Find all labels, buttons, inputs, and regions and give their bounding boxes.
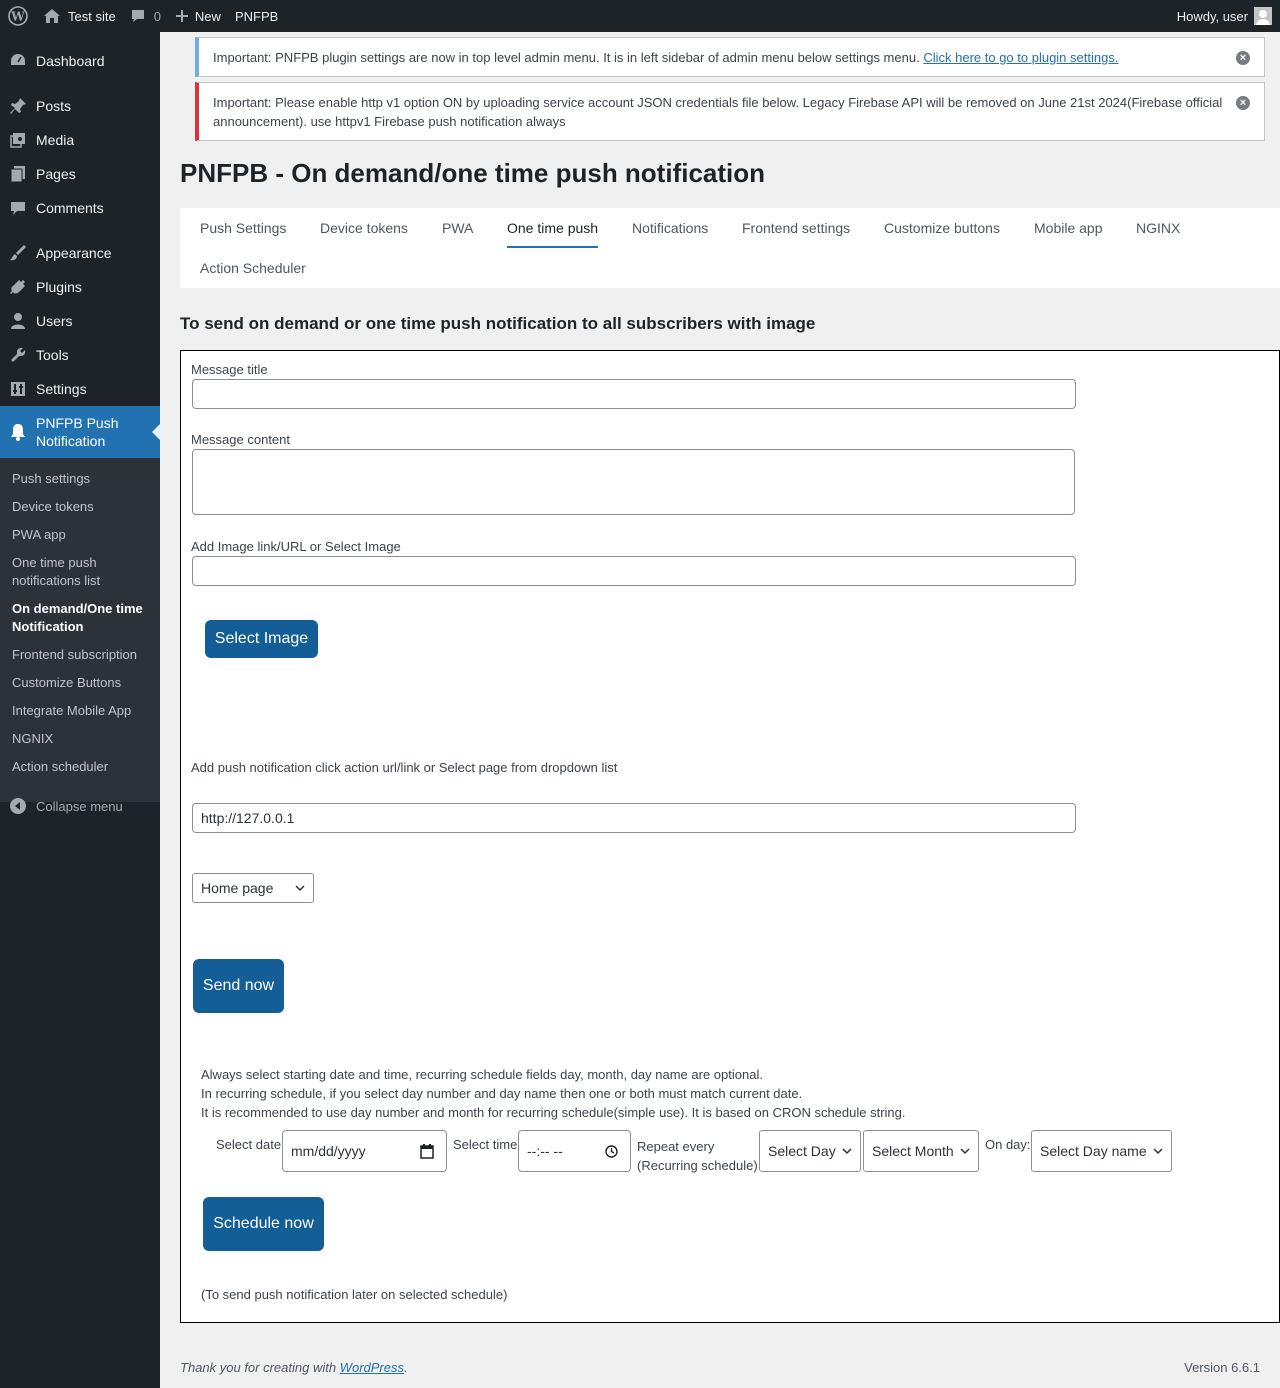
repeat-label-line: (Recurring schedule) [637, 1158, 758, 1173]
sidebar-item-media[interactable] [0, 123, 160, 157]
sidebar-item-label: PNFPB Push Notification [36, 415, 119, 449]
page-select-value: Home page [201, 880, 274, 896]
admin-bar [0, 0, 1280, 32]
users-icon [0, 312, 36, 330]
select-image-button[interactable]: Select Image [205, 620, 318, 658]
select-day-value: Select Day [768, 1143, 836, 1159]
sidebar-item-label: Dashboard [36, 53, 105, 69]
svg-text:W: W [11, 9, 25, 24]
select-month-value: Select Month [872, 1143, 954, 1159]
sidebar-item-label: Media [36, 132, 75, 148]
submenu-customize-buttons[interactable]: Customize Buttons [12, 675, 122, 690]
send-now-button[interactable]: Send now [193, 959, 284, 1013]
tab-one-time-push[interactable]: One time push [507, 208, 598, 248]
submenu-pwa-app[interactable]: PWA app [12, 527, 66, 542]
pnfpb-submenu [0, 458, 160, 802]
section-title: To send on demand or one time push notification to all subscribers with image [180, 314, 816, 333]
plugin-settings-link[interactable]: Click here to go to plugin settings. [923, 50, 1119, 65]
sidebar-item-appearance[interactable] [0, 236, 160, 270]
pnfpb-adminbar-link[interactable] [228, 0, 285, 32]
calendar-icon[interactable] [420, 1144, 434, 1159]
select-day-dropdown[interactable] [759, 1130, 861, 1172]
submenu-on-demand[interactable]: On demand/One time Notification [12, 601, 143, 634]
info-line: Always select starting date and time, recurring schedule fields day, month, day name are optional. [201, 1067, 763, 1082]
select-date-label: Select date [216, 1137, 282, 1152]
info-line: It is recommended to use day number and month for recurring schedule(simple use). It is based on CRON schedule string. [201, 1105, 906, 1120]
click-action-url-input[interactable]: http://127.0.0.1 [192, 803, 1076, 833]
home-icon [43, 8, 61, 24]
clock-icon[interactable] [605, 1145, 618, 1158]
time-placeholder: --:-- -- [527, 1143, 563, 1159]
sidebar-item-label: Comments [36, 200, 104, 216]
select-day-name-value: Select Day name [1040, 1143, 1147, 1159]
tab-mobile-app[interactable]: Mobile app [1034, 220, 1103, 236]
dashboard-icon [0, 52, 36, 70]
tab-push-settings[interactable]: Push Settings [200, 220, 287, 236]
sidebar-item-label: Tools [36, 347, 69, 363]
error-notice [195, 82, 1265, 141]
footer-version: Version 6.6.1 [1184, 1360, 1260, 1375]
page-select[interactable] [192, 873, 314, 903]
wrench-icon [0, 346, 36, 364]
info-notice [195, 37, 1265, 77]
image-url-input[interactable] [192, 556, 1076, 586]
submenu-push-settings[interactable]: Push settings [12, 471, 91, 486]
image-url-label: Add Image link/URL or Select Image [191, 539, 401, 554]
message-title-label: Message title [191, 362, 268, 377]
sidebar-item-label: Users [36, 313, 73, 329]
comments-link[interactable] [123, 0, 168, 32]
dismiss-notice-icon[interactable]: × [1236, 96, 1250, 110]
schedule-now-button[interactable]: Schedule now [203, 1197, 324, 1251]
schedule-date-input[interactable] [282, 1130, 447, 1172]
message-title-input[interactable] [192, 379, 1076, 409]
comments-count: 0 [153, 8, 161, 24]
info-line: In recurring schedule, if you select day number and day name then one or both must match current date. [201, 1086, 803, 1101]
pages-icon [0, 165, 36, 183]
submenu-frontend-subscription[interactable]: Frontend subscription [12, 647, 138, 662]
footer-thanks-prefix: Thank you for creating with [180, 1360, 340, 1375]
one-time-push-form [180, 350, 1280, 1323]
tab-device-tokens[interactable]: Device tokens [320, 220, 408, 236]
sidebar-item-label: Pages [36, 166, 76, 182]
schedule-time-input[interactable] [518, 1130, 631, 1172]
settings-icon [0, 380, 36, 398]
wordpress-logo-icon[interactable] [0, 0, 36, 32]
sidebar-item-label: Appearance [36, 245, 112, 261]
site-name-link[interactable] [36, 0, 123, 32]
schedule-info [201, 1065, 906, 1122]
sidebar-item-dashboard[interactable] [0, 44, 160, 78]
date-placeholder: mm/dd/yyyy [291, 1143, 366, 1159]
media-icon [0, 131, 36, 149]
sidebar-item-label: Settings [36, 381, 87, 397]
page-title: PNFPB - On demand/one time push notification [180, 158, 766, 188]
select-time-label: Select time [453, 1137, 518, 1152]
submenu-one-time-list[interactable]: One time push notifications list [12, 555, 101, 588]
avatar [1254, 7, 1272, 25]
sidebar-item-label: Posts [36, 98, 72, 114]
new-label: New [194, 8, 221, 24]
select-month-dropdown[interactable] [863, 1130, 979, 1172]
my-account-link[interactable] [1170, 0, 1280, 32]
submenu-ngnix[interactable]: NGNIX [12, 731, 54, 746]
submenu-integrate-mobile-app[interactable]: Integrate Mobile App [12, 703, 132, 718]
click-action-label: Add push notification click action url/link or Select page from dropdown list [191, 760, 618, 775]
current-menu-arrow [152, 424, 160, 440]
tab-notifications[interactable]: Notifications [632, 220, 709, 236]
howdy-text: Howdy, user [1176, 8, 1248, 24]
chevron-down-icon [842, 1147, 852, 1155]
footer-thanks [180, 1360, 408, 1375]
dismiss-notice-icon[interactable]: × [1236, 51, 1250, 65]
chevron-down-icon [295, 884, 305, 892]
submenu-action-scheduler[interactable]: Action scheduler [12, 759, 109, 774]
comment-bubble-icon [130, 8, 146, 24]
message-content-textarea[interactable] [192, 449, 1075, 515]
sidebar-item-pnfpb[interactable] [0, 406, 160, 458]
collapse-menu-button[interactable] [0, 794, 160, 818]
repeat-label-line: Repeat every [637, 1139, 715, 1154]
tab-frontend-settings[interactable]: Frontend settings [742, 220, 851, 236]
info-notice-text: Important: PNFPB plugin settings are now in top level admin menu. It is in left sidebar of admin menu below settings menu. [213, 50, 920, 65]
comments-icon [0, 199, 36, 217]
sidebar-item-pages[interactable] [0, 157, 160, 191]
pnfpb-label: PNFPB [234, 8, 279, 24]
tab-nginx[interactable]: NGINX [1136, 220, 1181, 236]
sidebar-item-posts[interactable] [0, 89, 160, 123]
tab-action-scheduler[interactable]: Action Scheduler [200, 260, 306, 276]
settings-tabs [180, 208, 1280, 288]
sidebar-item-comments[interactable] [0, 191, 160, 225]
chevron-down-icon [1153, 1147, 1163, 1155]
error-notice-text: Important: Please enable http v1 option ON by uploading service account JSON credentials file below. Legacy Firebase API will be removed on June 21st 2024(Firebase official announcement). use httpv1 Firebase push notification always [213, 95, 1223, 129]
repeat-every-label [637, 1137, 758, 1175]
sidebar-item-plugins[interactable] [0, 270, 160, 304]
bell-icon [0, 423, 36, 441]
brush-icon [0, 244, 36, 262]
sidebar-item-label: Plugins [36, 279, 82, 295]
sidebar-item-settings[interactable] [0, 372, 160, 406]
tab-customize-buttons[interactable]: Customize buttons [884, 220, 1000, 236]
on-day-label: On day: [985, 1137, 1031, 1152]
wordpress-link[interactable]: WordPress [339, 1360, 404, 1375]
collapse-menu-label: Collapse menu [36, 798, 123, 814]
schedule-note: (To send push notification later on selected schedule) [201, 1287, 508, 1302]
plus-icon [175, 9, 189, 23]
submenu-device-tokens[interactable]: Device tokens [12, 499, 94, 514]
pin-icon [0, 97, 36, 115]
collapse-arrow-icon [0, 798, 36, 814]
site-name: Test site [68, 8, 116, 24]
new-content-link[interactable] [168, 0, 228, 32]
admin-sidebar [0, 32, 160, 1388]
select-day-name-dropdown[interactable] [1031, 1130, 1172, 1172]
main-content [160, 32, 1280, 1388]
tab-pwa[interactable]: PWA [442, 220, 474, 236]
chevron-down-icon [960, 1147, 970, 1155]
sidebar-item-users[interactable] [0, 304, 160, 338]
footer-thanks-suffix: . [404, 1360, 408, 1375]
sidebar-item-tools[interactable] [0, 338, 160, 372]
message-content-label: Message content [191, 432, 291, 447]
plug-icon [0, 278, 36, 296]
